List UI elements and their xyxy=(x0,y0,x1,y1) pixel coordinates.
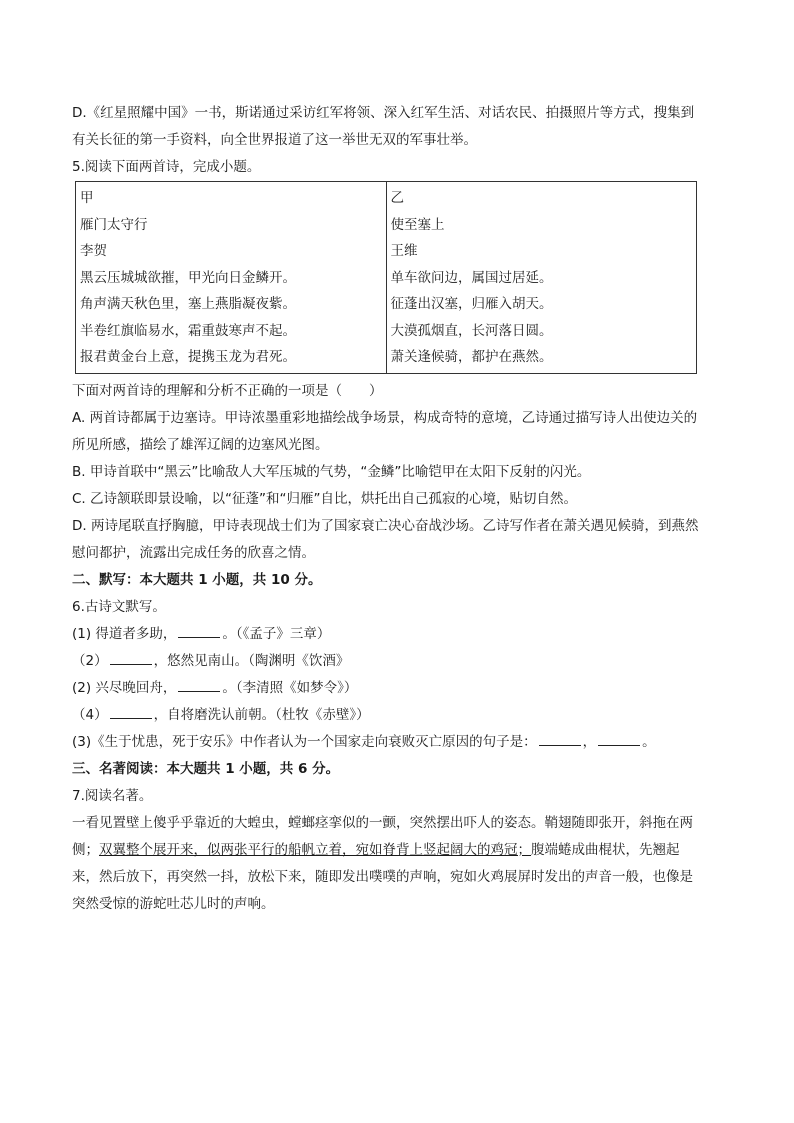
underlined-sentence: 双翼整个展开来，似两张平行的船帆立着，宛如脊背上竖起阔大的鸡冠； xyxy=(99,841,531,858)
poem-a-author: 李贺 xyxy=(80,243,107,259)
dictation-item-5-before: (3)《生于忧患，死于安乐》中作者认为一个国家走向衰败灭亡原因的句子是： xyxy=(72,733,537,750)
poem-b-line: 征蓬出汉塞，归雁入胡天。 xyxy=(390,296,553,312)
q5-prompt: 5.阅读下面两首诗，完成小题。 xyxy=(72,159,261,175)
answer-blank[interactable] xyxy=(598,731,640,746)
dictation-item-2 xyxy=(72,648,722,675)
document-page xyxy=(72,100,722,918)
passage-line-2 xyxy=(72,837,722,864)
poem-b-line: 大漠孤烟直，长河落日圆。 xyxy=(390,322,553,339)
poem-a-title: 雁门太守行 xyxy=(80,216,148,233)
q5-option-b: B. 甲诗首联中“黑云”比喻敌人大军压城的气势，“金鳞”比喻铠甲在太阳下反射的闪光。 xyxy=(72,463,591,480)
poem-b-author: 王维 xyxy=(390,243,418,259)
poem-b-cell xyxy=(386,182,697,374)
poem-a-line: 报君黄金台上意，提携玉龙为君死。 xyxy=(80,349,296,365)
poem-a-line: 角声满天秋色里，塞上燕脂凝夜紫。 xyxy=(80,296,296,312)
answer-blank[interactable] xyxy=(110,650,152,665)
dictation-item-1-before: (1) 得道者多助， xyxy=(72,625,177,642)
section2-heading: 二、默写：本大题共 1 小题，共 10 分。 xyxy=(72,571,322,588)
dictation-item-2-before: （2） xyxy=(72,652,108,669)
poem-a-cell xyxy=(76,182,387,374)
q7-prompt: 7.阅读名著。 xyxy=(72,787,153,804)
section3-heading: 三、名著阅读：本大题共 1 小题，共 6 分。 xyxy=(72,760,340,777)
dictation-item-5-mid: ， xyxy=(582,733,597,750)
dictation-item-3 xyxy=(72,675,722,702)
passage-line-2-plain: 侧； xyxy=(72,841,99,858)
dictation-item-4 xyxy=(72,702,722,729)
q5-question: 下面对两首诗的理解和分析不正确的一项是（ ） xyxy=(72,382,383,399)
q6-prompt: 6.古诗文默写。 xyxy=(72,598,166,615)
passage-line-3: 来，然后放下，再突然一抖，放松下来，随即发出噗噗的声响，宛如火鸡展屏时发出的声音一般，也像是 xyxy=(72,868,693,885)
q5-option-c: C. 乙诗颔联即景设喻，以“征蓬”和“归雁”自比，烘托出自己孤寂的心境，贴切自然。 xyxy=(72,490,577,507)
poem-b-tag: 乙 xyxy=(390,190,404,206)
dictation-item-2-after: ，悠然见南山。（陶渊明《饮酒》 xyxy=(153,652,350,669)
dictation-item-3-after: 。（李清照《如梦令》） xyxy=(222,679,358,696)
dictation-item-5 xyxy=(72,729,722,756)
answer-blank[interactable] xyxy=(178,677,220,692)
answer-blank[interactable] xyxy=(110,704,152,719)
dictation-item-1-after: 。（《孟子》三章） xyxy=(222,625,331,642)
answer-blank[interactable] xyxy=(539,731,581,746)
q4-option-d-line2: 有关长征的第一手资料，向全世界报道了这一举世无双的军事壮举。 xyxy=(72,132,477,148)
poem-b-line: 单车欲问边，属国过居延。 xyxy=(390,269,553,286)
poem-a-tag: 甲 xyxy=(80,190,94,206)
q4-option-d-line1: D.《红星照耀中国》一书，斯诺通过采访红军将领、深入红军生活、对话农民、拍摄照片等方式，搜集到 xyxy=(72,105,695,121)
q5-option-d-line2: 慰问都护，流露出完成任务的欣喜之情。 xyxy=(72,544,315,561)
answer-blank[interactable] xyxy=(178,623,220,638)
dictation-item-5-after: 。 xyxy=(642,733,656,750)
poem-a-line: 半卷红旗临易水，霜重鼓寒声不起。 xyxy=(80,322,296,339)
passage-line-1: 一看见置壁上傻乎乎靠近的大蝗虫，螳螂痉挛似的一颤，突然摆出吓人的姿态。鞘翅随即张开，斜拖在两 xyxy=(72,814,693,831)
poem-a-line: 黑云压城城欲摧，甲光向日金鳞开。 xyxy=(80,269,296,286)
dictation-item-3-before: (2) 兴尽晚回舟， xyxy=(72,679,177,696)
passage-line-4: 突然受惊的游蛇吐芯儿时的声响。 xyxy=(72,895,275,912)
q5-option-a-line1: A. 两首诗都属于边塞诗。甲诗浓墨重彩地描绘战争场景，构成奇特的意境，乙诗通过描写诗人出使边关的 xyxy=(72,409,698,426)
poem-b-line: 萧关逢候骑，都护在燕然。 xyxy=(390,349,553,365)
poem-table xyxy=(75,181,697,374)
dictation-item-1 xyxy=(72,621,722,648)
passage-line-2-rest: 腹端蜷成曲棍状，先翘起 xyxy=(531,841,680,858)
poem-b-title: 使至塞上 xyxy=(390,216,445,233)
dictation-item-4-after: ，自将磨洗认前朝。（杜牧《赤壁》） xyxy=(153,706,370,723)
q5-option-d-line1: D. 两诗尾联直抒胸臆，甲诗表现战士们为了国家衰亡决心奋战沙场。乙诗写作者在萧关遇见候骑，到燕然 xyxy=(72,517,699,534)
q5-option-a-line2: 所见所感，描绘了雄浑辽阔的边塞风光图。 xyxy=(72,436,329,453)
dictation-item-4-before: （4） xyxy=(72,706,108,723)
